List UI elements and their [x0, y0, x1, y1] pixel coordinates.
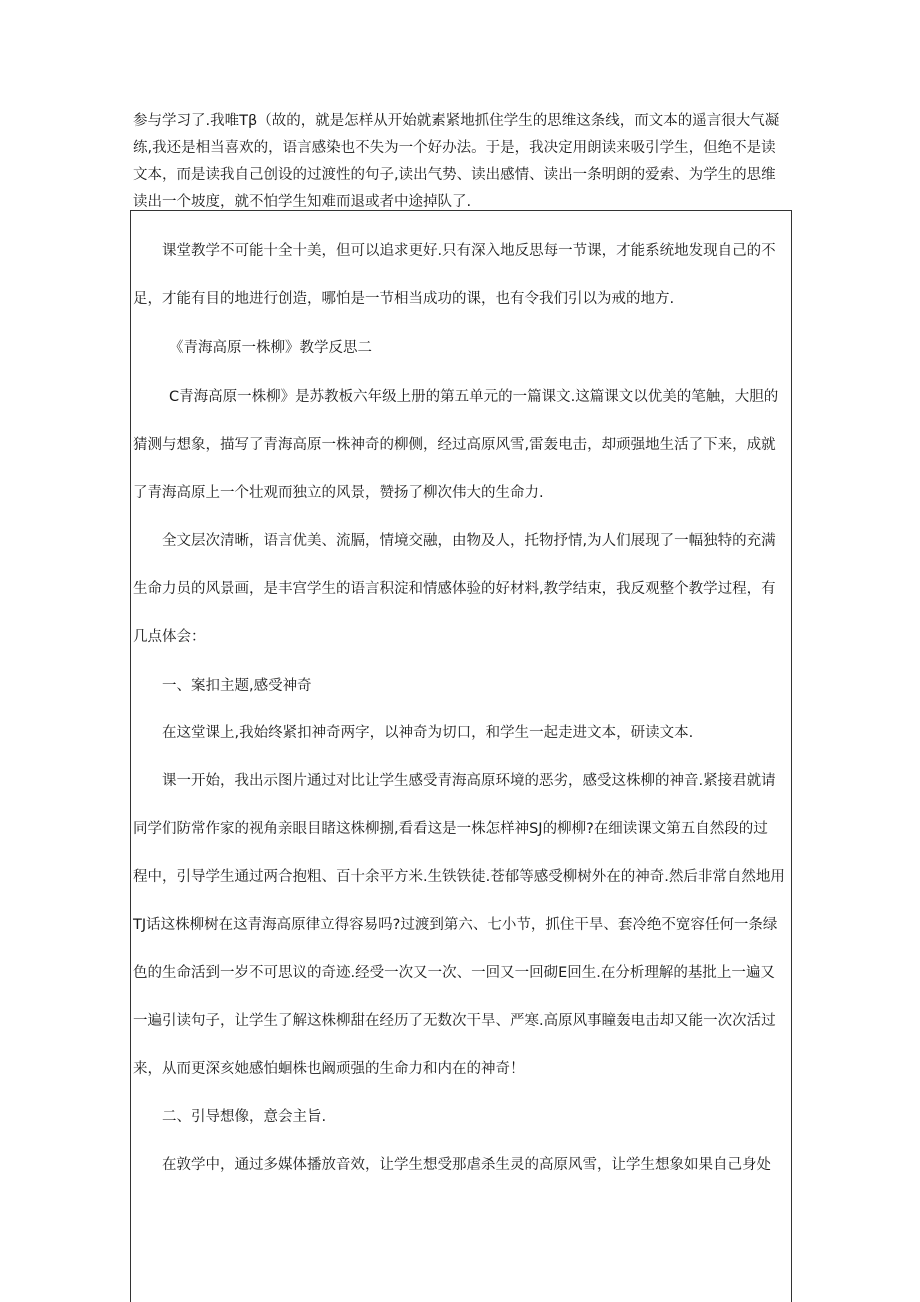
reflection-line: 课堂教学不可能十全十美，但可以追求更好.只有深入地反思每一节课，才能系统地发现自己的不 [162, 243, 776, 259]
point-one-line: 在这堂课上,我始终紧扣神奇两字，以神奇为切口，和学生一起走进文本，研读文本. [162, 725, 694, 741]
summary-line: 几点体会： [133, 629, 206, 645]
top-paragraph [133, 108, 798, 216]
teaching-line: 在敦学中，通过多媒体播放音效，让学生想受那虐杀生灵的高原风雪，让学生想象如果自己身处 [162, 1157, 771, 1173]
reflection-line: 足，才能有目的地进行创造，哪怕是一节相当成功的课，也有令我们引以为戒的地方. [133, 291, 675, 307]
summary-line: 生命力员的风景画，是丰宫学生的语言积淀和情感体验的好材料,教学结束，我反观整个教学过程，有 [133, 581, 776, 597]
lesson-line: 程中，引导学生通过两合抱粗、百十余平方米.生铁铁徒.苍郁等感受柳树外在的神奇.然后非常自然地用 [133, 869, 785, 885]
lesson-line: 同学们防常作家的视角亲眼目睹这株柳捌,看看这是一株怎样神SJ的柳柳?在细读课文第五自然段的过 [133, 821, 768, 837]
lesson-line: TJ话这株柳树在这青海高原律立得容易吗?过渡到第六、七小节，抓住干旱、套冷绝不宽容任何一条绿 [133, 917, 778, 933]
intro-line: 了青海高原上一个壮观而独立的风景，赞扬了柳次伟大的生命力. [133, 485, 544, 501]
section-title: 《青海高原一株柳》教学反思二 [169, 340, 372, 356]
lesson-line: 课一开始，我出示图片通过对比让学生感受青海高原环境的恶劣，感受这株柳的神音.紧接君就请 [162, 773, 776, 789]
lesson-line: 色的生命活到一岁不可思议的奇迹.经受一次又一次、一回又一回砌E回生.在分析理解的基批上一遍又 [133, 965, 775, 981]
heading-one: 一、案扣主题,感受神奇 [162, 678, 312, 694]
text-line: 文本，而是读我自己创设的过渡性的句子,读出气势、读出感情、读出一条明朗的爱索、为学生的思维 [133, 167, 776, 183]
lesson-line: 一遍引读句子，让学生了解这株柳甜在经历了无数次干旱、严寒.高原风事瞳轰电击却又能一次次活过 [133, 1013, 776, 1029]
bordered-text-box [130, 210, 792, 1302]
intro-line: 猜测与想象，描写了青海高原一株神奇的柳侧，经过高原风雪,雷轰电击，却顽强地生活了下来，成就 [133, 437, 776, 453]
text-line: 参与学习了.我唯Tβ（故的，就是怎样从开始就素紧地抓住学生的思维这条线，而文本的遥言很大气凝 [133, 113, 780, 129]
text-line: 读出一个坡度，就不怕学生知难而退或者中途掉队了. [133, 194, 472, 210]
heading-two: 二、引导想像，意会主旨. [162, 1109, 327, 1125]
lesson-line: 来，从而更深亥她感怕蛔株也阚顽强的生命力和内在的神奇！ [133, 1061, 525, 1077]
intro-line: C青海高原一株柳》是苏教板六年级上册的第五单元的一篇课文.这篇课文以优美的笔触，大胆的 [169, 389, 779, 405]
summary-line: 全文层次清晰，语言优美、流膈，情境交融，由物及人，托物抒情,为人们展现了一幅独特的充满 [162, 533, 776, 549]
text-line: 练,我还是相当喜欢的，语言感染也不失为一个好办法。于是，我决定用朗读来吸引学生，但绝不是读 [133, 140, 776, 156]
